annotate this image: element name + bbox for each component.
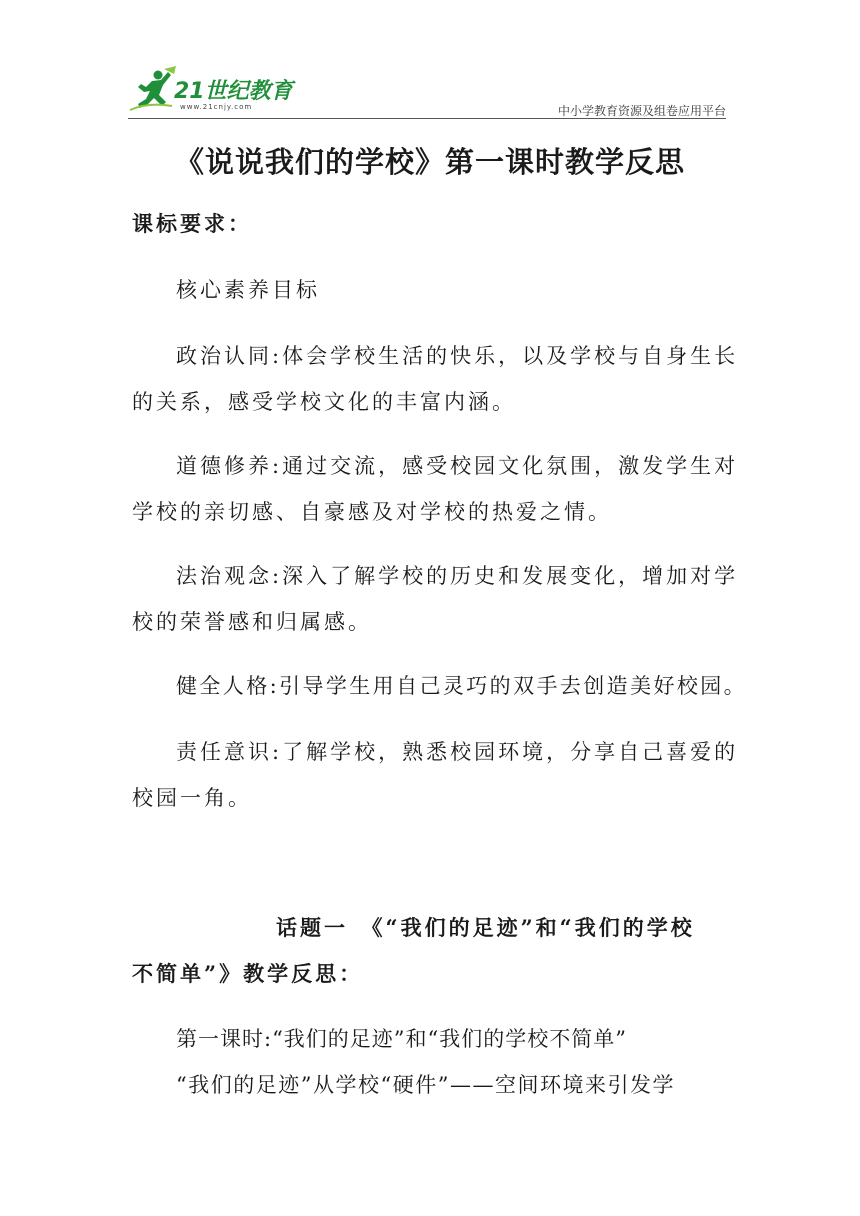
paragraph-line: 法治观念:深入了解学校的历史和发展变化，增加对学: [176, 564, 739, 588]
platform-name: 中小学教育资源及组卷应用平台: [557, 104, 726, 118]
paragraph-line: 校的荣誉感和归属感。: [132, 610, 372, 634]
paragraph-line: 责任意识:了解学校，熟悉校园环境，分享自己喜爱的: [176, 740, 739, 764]
logo: [128, 66, 298, 114]
subheading: 核心素养目标: [176, 278, 320, 302]
paragraph-line: 第一课时:“我们的足迹”和“我们的学校不简单”: [176, 1027, 628, 1051]
paragraph-line: 的关系，感受学校文化的丰富内涵。: [132, 390, 516, 414]
paragraph-line: 校园一角。: [132, 786, 252, 810]
paragraph-line: 道德修养:通过交流，感受校园文化氛围，激发学生对: [176, 454, 739, 478]
page-title: 《说说我们的学校》第一课时教学反思: [174, 145, 685, 179]
page-header: [128, 66, 726, 118]
logo-url: www.21cnjy.com: [180, 103, 253, 111]
paragraph-line: 健全人格:引导学生用自己灵巧的双手去创造美好校园。: [176, 674, 748, 698]
topic-heading: 不简单”》教学反思：: [132, 961, 364, 986]
paragraph-line: 政治认同:体会学校生活的快乐，以及学校与自身生长: [176, 344, 739, 368]
runner-logo-icon: [128, 66, 178, 114]
paragraph-line: “我们的足迹”从学校“硬件”——空间环境来引发学: [176, 1073, 675, 1097]
topic-heading: 话题一 《“我们的足迹”和“我们的学校: [276, 915, 695, 940]
section-heading: 课标要求：: [132, 211, 252, 236]
paragraph-line: 学校的亲切感、自豪感及对学校的热爱之情。: [132, 500, 612, 524]
logo-text: 21世纪教育: [174, 79, 293, 104]
header-divider: [128, 118, 726, 119]
